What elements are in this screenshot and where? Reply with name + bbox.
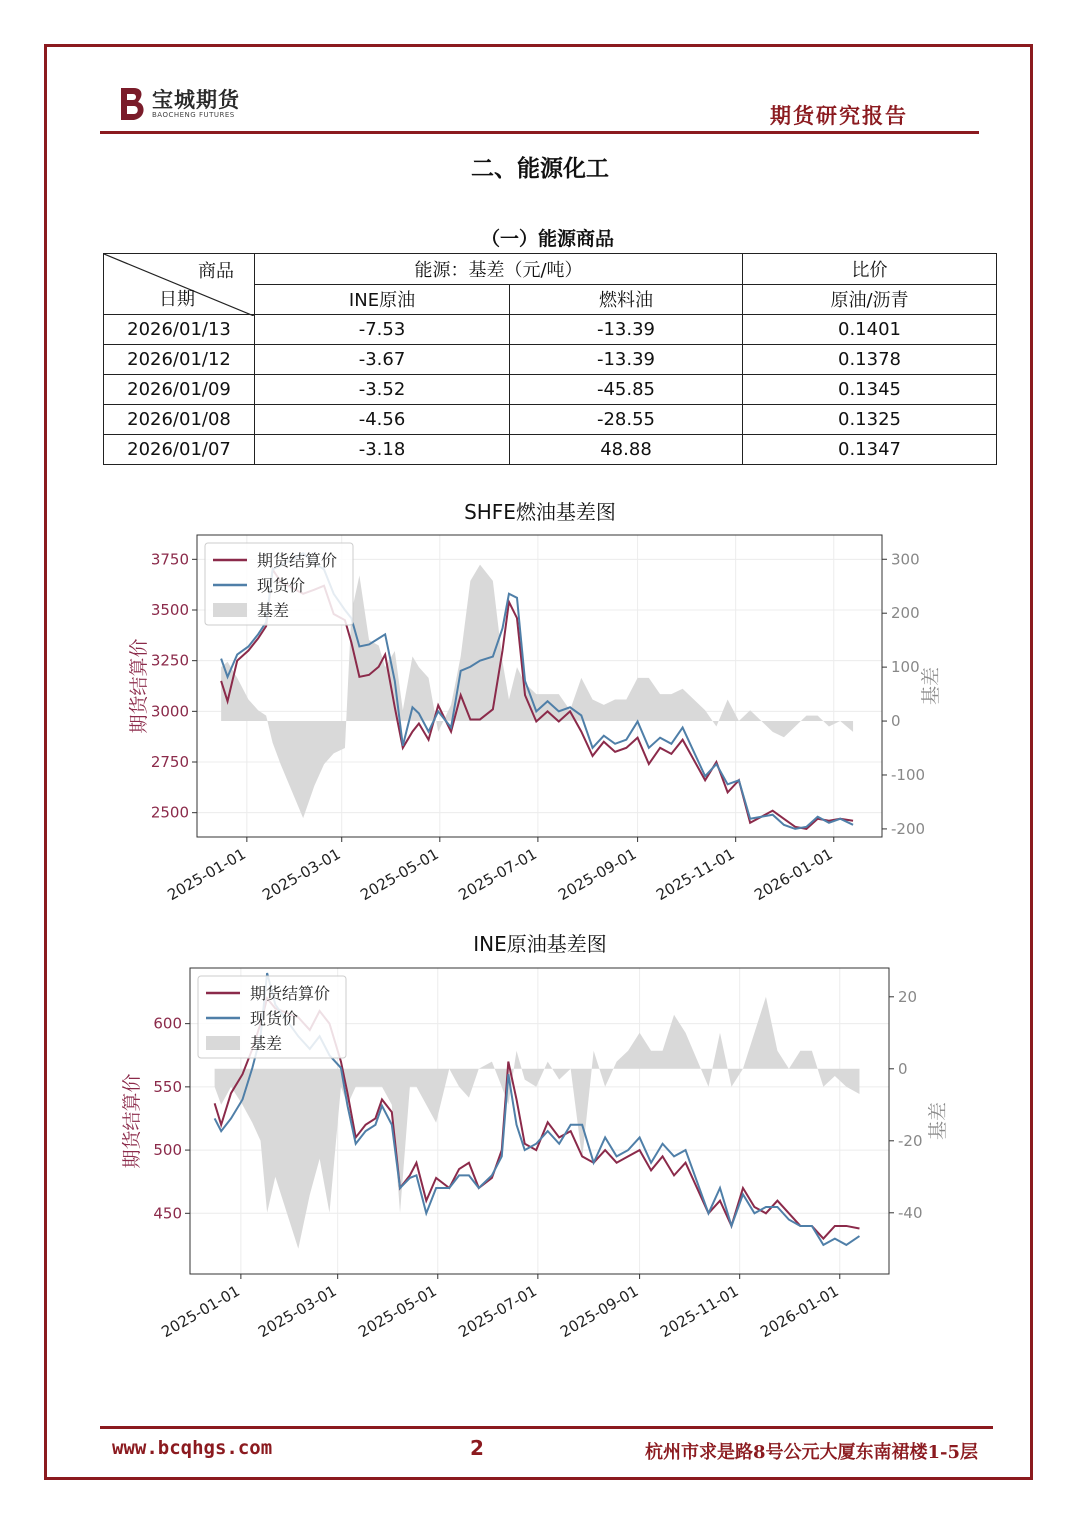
x-tick-label: 2025-05-01 (357, 844, 442, 905)
y2-axis-label: 基差 (920, 666, 942, 706)
x-tick-label: 2025-11-01 (653, 844, 738, 905)
ine-basis-chart (0, 952, 1080, 1352)
column-header-ine: INE原油 (255, 284, 510, 315)
legend-label: 现货价 (257, 576, 306, 595)
y2-tick-label: 300 (891, 550, 920, 569)
row-fuel-basis: -13.39 (510, 315, 743, 345)
y-tick-label: 550 (153, 1077, 182, 1096)
y-tick-label: 3250 (150, 651, 189, 670)
table-corner-cell (104, 254, 255, 315)
row-ratio: 0.1345 (743, 375, 997, 405)
y2-tick-label: 100 (891, 658, 920, 677)
section-title: 二、能源化工 (471, 156, 609, 182)
row-ine-basis: -3.67 (255, 345, 510, 375)
x-tick-label: 2025-01-01 (158, 1281, 243, 1342)
y2-tick-label: -200 (891, 819, 926, 838)
column-header-ratio: 原油/沥青 (743, 284, 997, 315)
x-tick-label: 2025-01-01 (164, 844, 249, 905)
logo-english-name: BAOCHENG FUTURES (152, 111, 235, 119)
legend-swatch (213, 603, 247, 617)
y2-tick-label: -40 (898, 1203, 923, 1222)
x-tick-label: 2025-09-01 (557, 1281, 642, 1342)
legend-label: 期货结算价 (257, 551, 338, 570)
footer-website-link[interactable]: www.bcqhgs.com (112, 1437, 273, 1459)
report-type-label: 期货研究报告 (770, 103, 908, 128)
row-date: 2026/01/12 (104, 345, 255, 375)
x-tick-label: 2025-03-01 (259, 844, 344, 905)
column-header-fuel: 燃料油 (510, 284, 743, 315)
corner-label-commodity: 商品 (198, 261, 234, 282)
row-date: 2026/01/09 (104, 375, 255, 405)
legend-label: 期货结算价 (250, 984, 331, 1003)
x-tick-label: 2026-01-01 (751, 844, 836, 905)
legend-label: 基差 (257, 601, 290, 620)
y2-tick-label: -100 (891, 765, 926, 784)
y-tick-label: 3000 (150, 702, 189, 721)
table-row (104, 375, 997, 405)
corner-label-date: 日期 (159, 289, 195, 310)
row-ratio: 0.1325 (743, 405, 997, 435)
row-fuel-basis: 48.88 (510, 435, 743, 465)
footer-divider (100, 1426, 993, 1429)
y-tick-label: 450 (153, 1204, 182, 1223)
x-tick-label: 2025-03-01 (255, 1281, 340, 1342)
x-tick-label: 2025-07-01 (455, 1281, 540, 1342)
legend-label: 基差 (250, 1034, 283, 1053)
row-date: 2026/01/07 (104, 435, 255, 465)
legend-swatch (206, 1036, 240, 1050)
company-logo (118, 86, 240, 122)
basis-table (103, 253, 997, 465)
ine-chart-title: INE原油基差图 (473, 932, 607, 956)
row-date: 2026/01/13 (104, 315, 255, 345)
x-tick-label: 2026-01-01 (757, 1281, 842, 1342)
row-fuel-basis: -13.39 (510, 345, 743, 375)
y2-tick-label: 0 (898, 1059, 908, 1078)
header-divider (100, 131, 979, 134)
fuel-basis-chart (0, 520, 1080, 915)
group-header-basis: 能源：基差（元/吨） (255, 254, 743, 285)
page-number: 2 (470, 1436, 484, 1460)
row-ratio: 0.1378 (743, 345, 997, 375)
x-tick-label: 2025-11-01 (657, 1281, 742, 1342)
footer-address: 杭州市求是路8号公元大厦东南裙楼1-5层 (644, 1442, 978, 1463)
y-tick-label: 3500 (150, 600, 189, 619)
y2-axis-label: 基差 (927, 1101, 949, 1141)
x-tick-label: 2025-09-01 (555, 844, 640, 905)
row-ratio: 0.1347 (743, 435, 997, 465)
y2-tick-label: 20 (898, 987, 918, 1006)
logo-chinese-name: 宝城期货 (152, 87, 240, 112)
row-ratio: 0.1401 (743, 315, 997, 345)
y-tick-label: 500 (153, 1141, 182, 1160)
table-row (104, 435, 997, 465)
table-row (104, 345, 997, 375)
legend-label: 现货价 (250, 1009, 299, 1028)
y2-tick-label: -20 (898, 1131, 923, 1150)
row-ine-basis: -3.52 (255, 375, 510, 405)
x-tick-label: 2025-07-01 (455, 844, 540, 905)
y-tick-label: 3750 (150, 550, 189, 569)
y-tick-label: 2750 (150, 753, 189, 772)
row-ine-basis: -7.53 (255, 315, 510, 345)
row-fuel-basis: -28.55 (510, 405, 743, 435)
row-ine-basis: -4.56 (255, 405, 510, 435)
y-tick-label: 600 (153, 1014, 182, 1033)
y-axis-label: 期货结算价 (121, 1073, 143, 1169)
row-date: 2026/01/08 (104, 405, 255, 435)
subsection-title: （一）能源商品 (480, 228, 614, 250)
x-tick-label: 2025-05-01 (355, 1281, 440, 1342)
y2-tick-label: 0 (891, 712, 901, 731)
fuel-chart-title: SHFE燃油基差图 (464, 500, 616, 524)
y2-tick-label: 200 (891, 604, 920, 623)
row-fuel-basis: -45.85 (510, 375, 743, 405)
group-header-ratio: 比价 (743, 254, 997, 285)
y-axis-label: 期货结算价 (128, 638, 150, 734)
y-tick-label: 2500 (150, 803, 189, 822)
logo-b-icon (118, 86, 148, 122)
row-ine-basis: -3.18 (255, 435, 510, 465)
table-row (104, 405, 997, 435)
table-row (104, 315, 997, 345)
